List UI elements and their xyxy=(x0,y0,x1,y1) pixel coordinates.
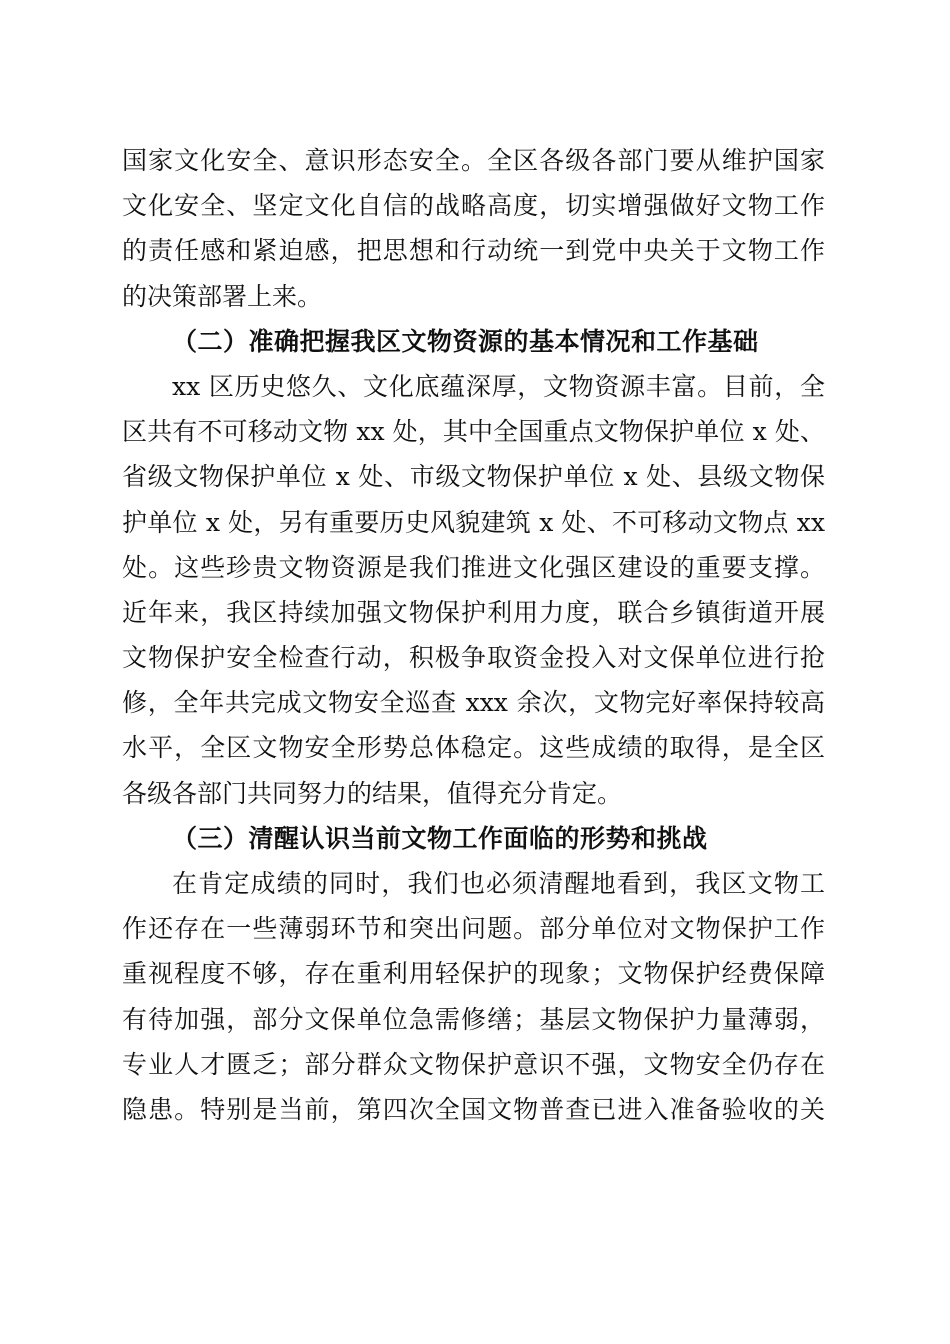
section-heading-3: （三）清醒认识当前文物工作面临的形势和挑战 xyxy=(172,823,708,853)
paragraph-line: 各级各部门共同努力的结果，值得充分肯定。 xyxy=(122,778,623,808)
paragraph-line: 文物保护安全检查行动，积极争取资金投入对文保单位进行抢 xyxy=(122,643,825,673)
paragraph-line: 作还存在一些薄弱环节和突出问题。部分单位对文物保护工作 xyxy=(122,914,825,944)
paragraph-line: 水平，全区文物安全形势总体稳定。这些成绩的取得，是全区 xyxy=(122,733,825,763)
paragraph-line: xx 区历史悠久、文化底蕴深厚，文物资源丰富。目前，全 xyxy=(172,371,825,401)
document-body xyxy=(122,138,825,1132)
paragraph-line: 有待加强，部分文保单位急需修缮；基层文物保护力量薄弱， xyxy=(122,1004,825,1034)
paragraph-line: 文化安全、坚定文化自信的战略高度，切实增强做好文物工作 xyxy=(122,191,825,221)
paragraph-line: 隐患。特别是当前，第四次全国文物普查已进入准备验收的关 xyxy=(122,1094,825,1124)
paragraph-line: 国家文化安全、意识形态安全。全区各级各部门要从维护国家 xyxy=(122,146,825,175)
paragraph-line: 处。这些珍贵文物资源是我们推进文化强区建设的重要支撑。 xyxy=(122,552,825,582)
paragraph-line: 重视程度不够，存在重利用轻保护的现象；文物保护经费保障 xyxy=(122,959,825,989)
paragraph-line: 的决策部署上来。 xyxy=(122,281,323,311)
paragraph-line: 的责任感和紧迫感，把思想和行动统一到党中央关于文物工作 xyxy=(122,236,825,266)
paragraph-line: 近年来，我区持续加强文物保护利用力度，联合乡镇街道开展 xyxy=(122,597,825,627)
section-heading-2: （二）准确把握我区文物资源的基本情况和工作基础 xyxy=(172,326,759,356)
paragraph-line: 区共有不可移动文物 xx 处，其中全国重点文物保护单位 x 处、 xyxy=(122,417,825,447)
paragraph-line: 专业人才匮乏；部分群众文物保护意识不强，文物安全仍存在 xyxy=(122,1049,825,1079)
paragraph-line: 护单位 x 处，另有重要历史风貌建筑 x 处、不可移动文物点 xx xyxy=(122,507,825,537)
paragraph-line: 修，全年共完成文物安全巡查 xxx 余次，文物完好率保持较高 xyxy=(122,688,825,718)
paragraph-line: 省级文物保护单位 x 处、市级文物保护单位 x 处、县级文物保 xyxy=(122,462,825,492)
paragraph-line: 在肯定成绩的同时，我们也必须清醒地看到，我区文物工 xyxy=(172,869,825,898)
